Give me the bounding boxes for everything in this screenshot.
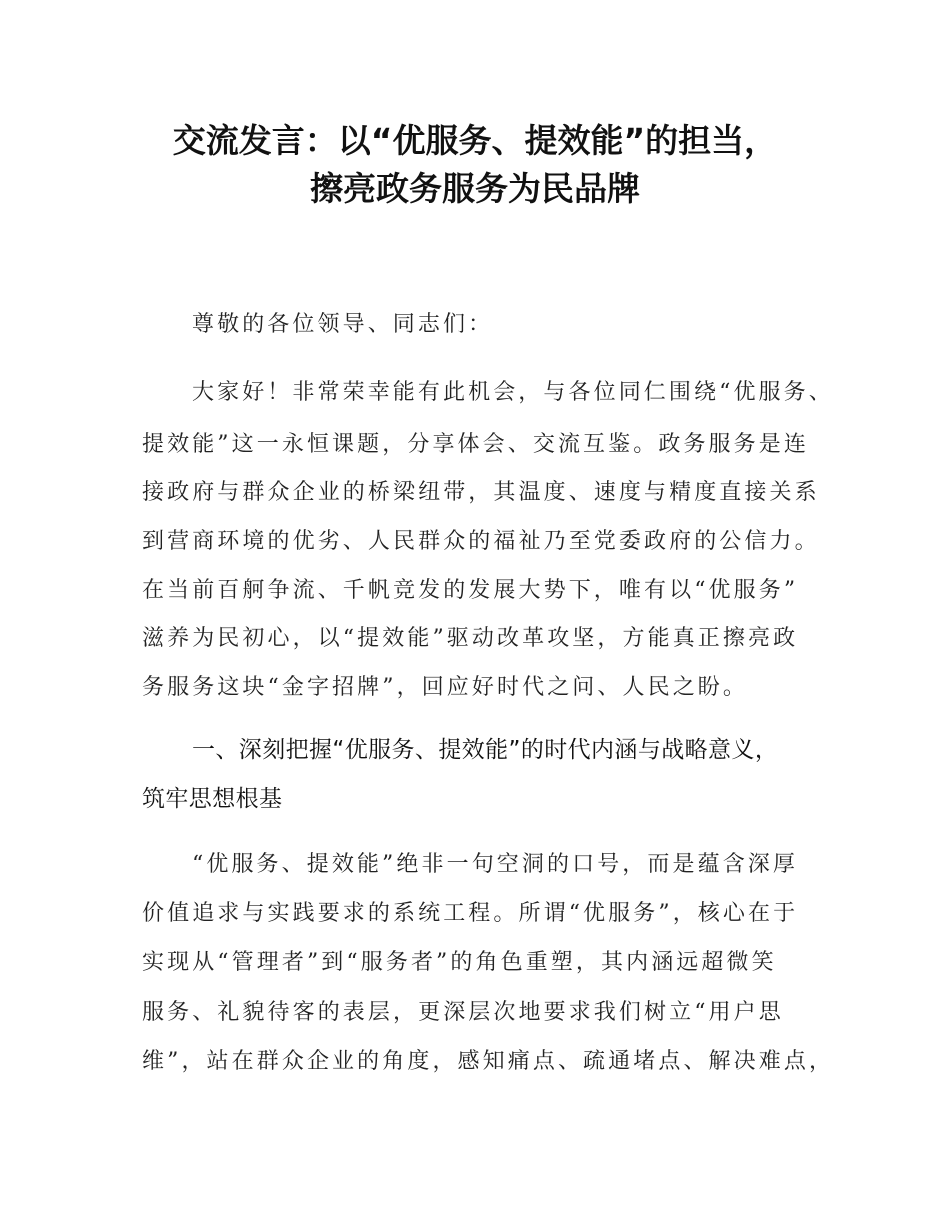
document-title-line-2: 擦亮政务服务为民品牌 bbox=[310, 169, 640, 208]
salutation: 尊敬的各位领导、同志们： bbox=[192, 312, 494, 337]
paragraph-line: 服务、礼貌待客的表层，更深层次地要求我们树立“用户思 bbox=[142, 1000, 784, 1025]
paragraph-line: 提效能”这一永恒课题，分享体会、交流互鉴。政务服务是连 bbox=[142, 432, 809, 457]
paragraph-line: 滋养为民初心，以“提效能”驱动改革攻坚，方能真正擦亮政 bbox=[142, 626, 799, 651]
paragraph-line: 务服务这块“金字招牌”，回应好时代之问、人民之盼。 bbox=[142, 675, 748, 700]
paragraph-line: 实现从“管理者”到“服务者”的角色重塑，其内涵远超微笑 bbox=[142, 950, 777, 975]
section-heading-line-2: 筑牢思想根基 bbox=[142, 786, 283, 812]
paragraph-line: 接政府与群众企业的桥梁纽带，其温度、速度与精度直接关系 bbox=[142, 480, 820, 505]
paragraph-line: 到营商环境的优劣、人民群众的福祉乃至党委政府的公信力。 bbox=[142, 529, 820, 554]
paragraph-line: 在当前百舸争流、千帆竞发的发展大势下，唯有以“优服务” bbox=[142, 578, 799, 603]
paragraph-line: 大家好！非常荣幸能有此机会，与各位同仁围绕“优服务、 bbox=[192, 380, 834, 405]
paragraph-line: 价值追求与实践要求的系统工程。所谓“优服务”，核心在于 bbox=[142, 901, 799, 926]
paragraph-line: 维”，站在群众企业的角度，感知痛点、疏通堵点、解决难点， bbox=[142, 1049, 835, 1074]
section-heading-line-1: 一、深刻把握“优服务、提效能”的时代内涵与战略意义， bbox=[192, 737, 779, 763]
paragraph-line: “优服务、提效能”绝非一句空洞的口号，而是蕴含深厚 bbox=[192, 852, 798, 877]
document-title-line-1: 交流发言：以“优服务、提效能”的担当， bbox=[172, 121, 778, 160]
